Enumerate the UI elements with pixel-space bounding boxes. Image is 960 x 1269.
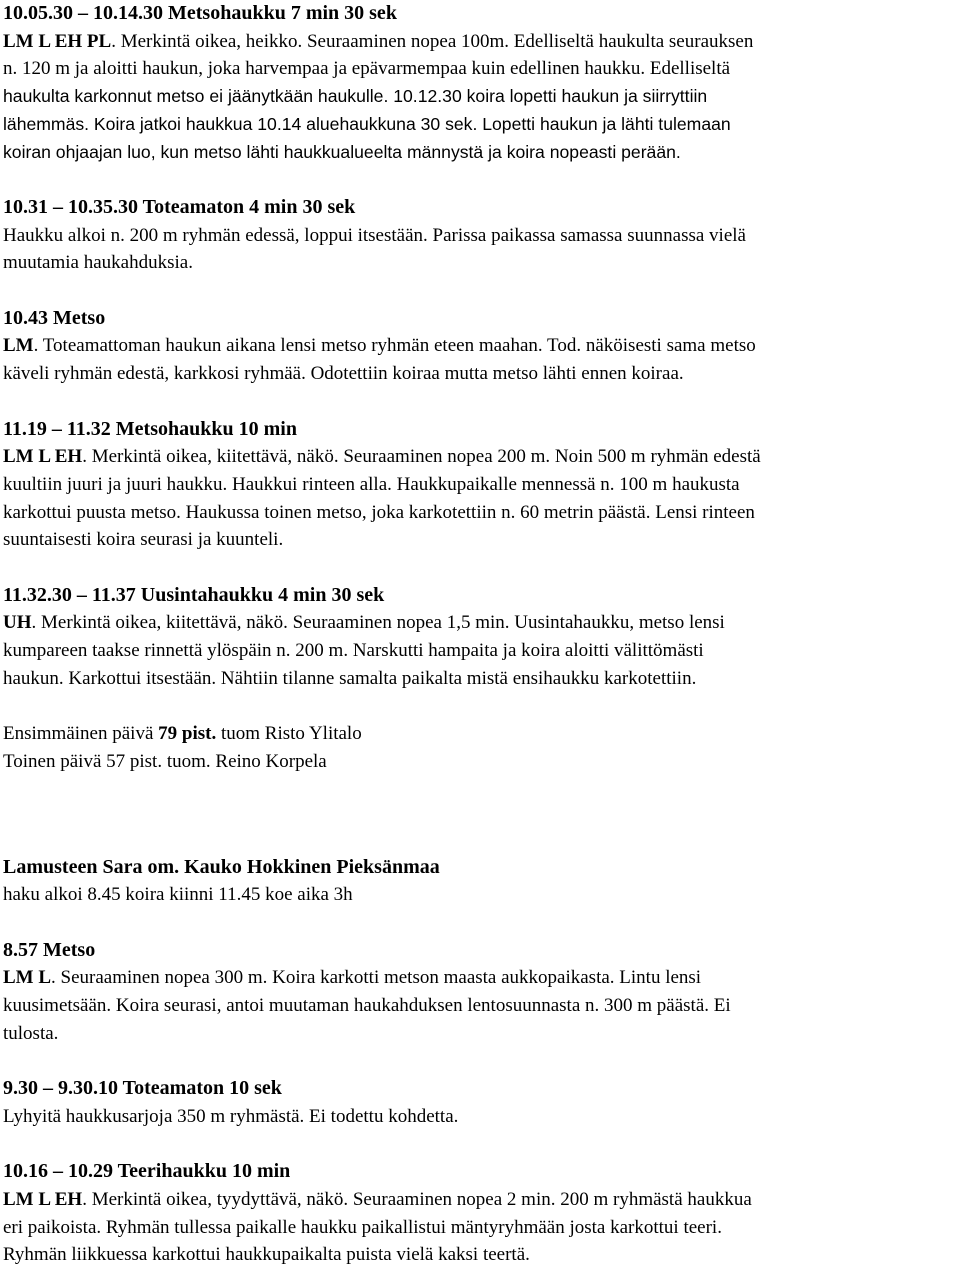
spacer (3, 693, 960, 721)
entry-line: lähemmäs. Koira jatkoi haukkua 10.14 aluehaukkuna 30 sek. Lopetti haukun ja lähti tulemaan (3, 113, 731, 134)
spacer (3, 1131, 960, 1159)
entry-line (3, 1186, 960, 1214)
entry-line: kuultiin juuri ja juuri haukku. Haukkui rinteen alla. Haukkupaikalle mennessä n. 100 m haukusta (3, 473, 740, 495)
log-entry (3, 0, 960, 166)
entry-text: . Merkintä oikea, kiitettävä, näkö. Seuraaminen nopea 1,5 min. Uusintahaukku, metso lensi (31, 612, 725, 634)
entry-title: 10.43 Metso (3, 306, 106, 329)
entry-line: Haukku alkoi n. 200 m ryhmän edessä, loppui itsestään. Parissa paikassa samassa suunnassa vielä (3, 224, 746, 246)
entry-title: 10.31 – 10.35.30 Toteamaton 4 min 30 sek (3, 195, 356, 218)
entry-code: UH (3, 612, 32, 634)
spacer (3, 1048, 960, 1076)
day1-judge: tuom Risto Ylitalo (216, 723, 362, 745)
log-entry (3, 582, 960, 693)
entry-text: . Merkintä oikea, kiitettävä, näkö. Seuraaminen nopea 200 m. Noin 500 m ryhmän edestä (82, 446, 761, 468)
entry-code: LM L EH (3, 1189, 83, 1210)
entry-line: eri paikoista. Ryhmän tullessa paikalle haukku paikallistui mäntyryhmään josta karkottui teeri. (3, 1216, 722, 1238)
entry-line (3, 609, 960, 637)
entry-line: kumpareen taakse rinnettä ylöspäin n. 200 m. Narskutti hampaita ja koira aloitti välittömästi (3, 640, 704, 662)
log-entry (3, 1075, 960, 1130)
log-entry (3, 194, 960, 277)
entry-title: 10.16 – 10.29 Teerihaukku 10 min (3, 1160, 291, 1183)
entry-line: Lyhyitä haukkusarjoja 350 m ryhmästä. Ei todettu kohdetta. (3, 1105, 459, 1127)
spacer (3, 776, 960, 854)
entry-line: haukun. Karkottui itsestään. Nähtiin tilanne samalta paikalta mistä ensihaukku karkotettiin. (3, 667, 697, 689)
entry-line: n. 120 m ja aloitti haukun, joka harvempaa ja epävarmempaa kuin edellinen haukku. Edelliseltä (3, 58, 731, 80)
score-summary (3, 720, 960, 775)
log-entry (3, 416, 960, 555)
test-times: haku alkoi 8.45 koira kiinni 11.45 koe aika 3h (3, 884, 353, 906)
entry-line (3, 332, 960, 360)
entry-line: muutamia haukahduksia. (3, 252, 193, 274)
entry-line: haukulta karkonnut metso ei jäänytkään haukulle. 10.12.30 koira lopetti haukun ja siirryttiin (3, 86, 708, 107)
spacer (3, 388, 960, 416)
entry-title: 8.57 Metso (3, 938, 96, 961)
entry-code: LM L EH (3, 446, 83, 468)
dog-header (3, 854, 960, 909)
entry-text: . Merkintä oikea, heikko. Seuraaminen nopea 100m. Edelliseltä haukulta seurauksen (111, 30, 754, 52)
entry-title: 11.19 – 11.32 Metsohaukku 10 min (3, 417, 297, 440)
entry-line (3, 28, 960, 56)
entry-line: käveli ryhmän edestä, karkkosi ryhmää. Odotettiin koiraa mutta metso lähti ennen koiraa. (3, 363, 684, 385)
entry-code: LM L EH PL (3, 30, 112, 52)
entry-line (3, 443, 960, 471)
entry-text: . Merkintä oikea, tyydyttävä, näkö. Seuraaminen nopea 2 min. 200 m ryhmästä haukkua (82, 1189, 752, 1210)
spacer (3, 909, 960, 937)
day1-score (3, 720, 960, 748)
entry-title: 11.32.30 – 11.37 Uusintahaukku 4 min 30 sek (3, 583, 385, 606)
day1-label: Ensimmäinen päivä (3, 723, 159, 745)
log-entry (3, 305, 960, 388)
entry-line: koiran ohjaajan luo, kun metso lähti haukkualueelta männystä ja koira nopeasti perään. (3, 141, 681, 162)
spacer (3, 166, 960, 194)
entry-code: LM (3, 335, 34, 357)
entry-title: 10.05.30 – 10.14.30 Metsohaukku 7 min 30 sek (3, 2, 397, 24)
entry-line: tulosta. (3, 1022, 59, 1044)
day2-score: Toinen päivä 57 pist. tuom. Reino Korpela (3, 750, 327, 772)
day1-points: 79 pist. (158, 723, 217, 745)
entry-line (3, 964, 960, 992)
spacer (3, 277, 960, 305)
log-entry (3, 937, 960, 1048)
entry-line: kuusimetsään. Koira seurasi, antoi muutaman haukahduksen lentosuunnasta n. 300 m päästä. Ei (3, 995, 731, 1017)
entry-code: LM L (3, 967, 52, 989)
entry-text: . Seuraaminen nopea 300 m. Koira karkotti metson maasta aukkopaikasta. Lintu lensi (51, 967, 702, 989)
entry-line: suuntaisesti koira seurasi ja kuunteli. (3, 529, 284, 551)
entry-line: karkottui puusta metso. Haukussa toinen metso, joka karkotettiin n. 60 metrin päästä. Lensi rinteen (3, 501, 755, 523)
entry-text: . Toteamattoman haukun aikana lensi metso ryhmän eteen maahan. Tod. näköisesti sama metso (33, 335, 756, 357)
spacer (3, 554, 960, 582)
entry-line: Ryhmän liikkuessa karkottui haukkupaikalta puista vielä kaksi teertä. (3, 1244, 530, 1266)
dog-owner-title: Lamusteen Sara om. Kauko Hokkinen Pieksänmaa (3, 855, 440, 878)
entry-title: 9.30 – 9.30.10 Toteamaton 10 sek (3, 1077, 282, 1100)
log-entry (3, 1158, 960, 1269)
